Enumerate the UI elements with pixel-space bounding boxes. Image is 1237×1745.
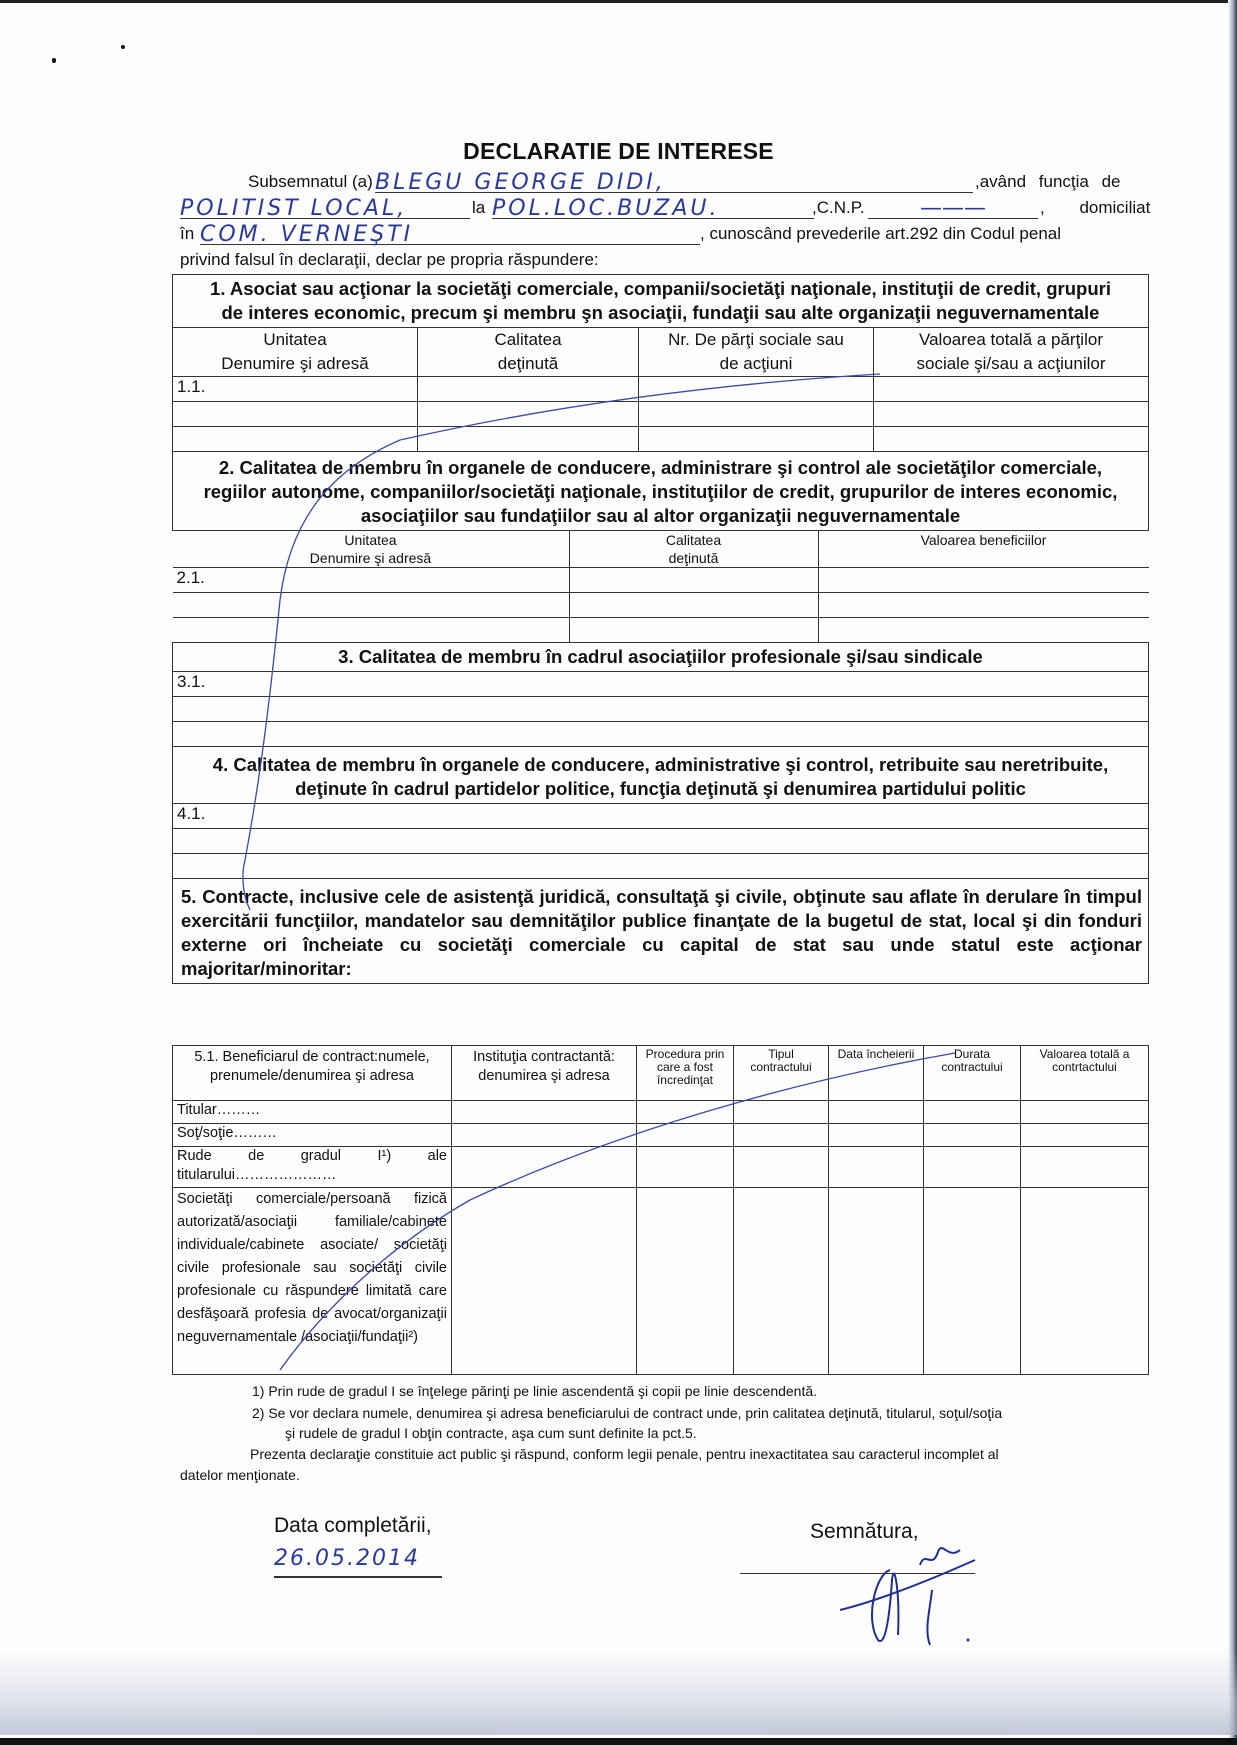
scan-speck	[52, 58, 56, 63]
s5-col-valoarea: Valoarea totală a contrtactului	[1021, 1046, 1149, 1101]
table-row: Rude de gradul I¹) ale titularului…………………	[173, 1147, 1149, 1188]
table-row	[173, 829, 1149, 854]
section5-table	[172, 1045, 1149, 1375]
page-title: DECLARATIE DE INTERESE	[463, 138, 774, 164]
privind-text: privind falsul în declaraţii, declar pe propria răspundere:	[180, 250, 599, 269]
avand-functia-label: ,având funcţia de	[975, 172, 1121, 191]
s5-col-tipul: Tipul contractului	[734, 1046, 829, 1101]
table-row	[173, 722, 1149, 747]
table-row: 4.1.	[173, 804, 1149, 829]
s5-col-durata: Durata contractului	[924, 1046, 1021, 1101]
table-row: Soţ/soţie………	[173, 1124, 1149, 1147]
date-value: 26.05.2014	[274, 1546, 420, 1571]
name-value: BLEGU GEORGE DIDI,	[375, 170, 666, 195]
s2-col-unitatea: Unitatea Denumire şi adresă	[173, 531, 570, 568]
functie-field[interactable]	[180, 196, 470, 219]
statement-line2: datelor menţionate.	[180, 1467, 300, 1483]
s5-col-institutia: Instituţia contractantă: denumirea şi adresa	[452, 1046, 637, 1101]
footnote-2: 2) Se vor declara numele, denumirea şi adresa beneficiarului de contract unde, prin calitatea deţinută, titularul, soţul/soţia	[252, 1405, 1003, 1421]
table-row	[173, 593, 1149, 618]
table-row: Titular………	[173, 1101, 1149, 1124]
domiciliat-label: , domiciliat	[1040, 198, 1151, 217]
table-row	[173, 854, 1149, 879]
table-row: 3.1.	[173, 672, 1149, 697]
cnp-field[interactable]	[868, 196, 1038, 219]
s5-col-procedura: Procedura prin care a fost încredinţat	[637, 1046, 734, 1101]
section2-heading: 2. Calitatea de membru în organele de conducere, administrare şi control ale societăţilor comerciale, regiilor autonome, companiilor/societăţi naţionale, instituţiilor de credit, grupurilor de interes economic, asociaţiilor sau fundaţiilor sau al altor organizaţii neguvernamentale	[173, 452, 1149, 531]
s1-col-nr-parti: Nr. De părţi sociale sau de acţiuni	[639, 328, 874, 377]
name-field[interactable]	[375, 170, 973, 193]
cnp-label: ,C.N.P.	[812, 198, 865, 217]
footnote-2-cont: şi rudele de gradul I obţin contracte, aşa cum sunt definite la pct.5.	[285, 1425, 697, 1441]
section1-heading: 1. Asociat sau acţionar la societăţi comerciale, companii/societăţi naţionale, instituţii de credit, grupuri de interes economic, precum şi membru şn asociaţii, fundaţii sau alte organizaţii neguvernamentale	[173, 275, 1149, 328]
functie-value: POLITIST LOCAL,	[180, 196, 408, 221]
signature-label: Semnătura,	[810, 1520, 919, 1543]
s2-col-valoarea: Valoarea beneficiilor	[818, 531, 1149, 568]
scan-noise-band	[0, 1650, 1237, 1735]
table-row	[173, 402, 1149, 427]
s1-col-calitatea: Calitatea deţinută	[418, 328, 639, 377]
table-row	[173, 427, 1149, 452]
section3-heading: 3. Calitatea de membru în cadrul asociaţiilor profesionale şi/sau sindicale	[173, 643, 1149, 672]
table-row	[173, 618, 1149, 643]
table-row: 1.1.	[173, 377, 1149, 402]
in-label: în	[180, 224, 195, 243]
section5-heading: 5. Contracte, inclusive cele de asistenţă juridică, consultaţă şi civile, obţinute sau aflate în derulare în timpul exercitării funcţiilor, mandatelor sau demnităţilor publice finanţate de la bugetul de stat, local şi din fonduri externe ori încheiate cu societăţi comerciale cu capital de stat sau unde statul este acţionar majoritar/minoritar:	[173, 879, 1149, 984]
section2-table	[173, 531, 1149, 642]
s5-col-data: Data încheierii	[829, 1046, 924, 1101]
date-label: Data completării,	[274, 1514, 432, 1537]
s1-col-unitatea: Unitatea Denumire şi adresă	[173, 328, 418, 377]
table-row: Societăţi comerciale/persoană fizică autorizată/asociaţii familiale/cabinete individuale/cabinete asociate/ societăţi civile profesionale sau societăţi civile profesionale cu răspundere limitată care desfăşoară profesia de avocat/organizaţii neguvernamentale /asociaţii/fundaţii²)	[173, 1188, 1149, 1375]
scan-speck	[121, 45, 125, 49]
section1-table	[172, 274, 1149, 984]
table-row: 2.1.	[173, 568, 1149, 593]
institutie-value: POL.LOC.BUZAU.	[492, 196, 720, 221]
date-field[interactable]	[274, 1546, 442, 1578]
s1-col-valoarea: Valoarea totală a părţilor sociale şi/sau a acţiunilor	[874, 328, 1149, 377]
table-row	[173, 697, 1149, 722]
s5-col-beneficiar: 5.1. Beneficiarul de contract:numele, prenumele/denumirea şi adresa	[173, 1046, 452, 1101]
institutie-field[interactable]	[492, 196, 814, 219]
la-label: la	[472, 198, 486, 217]
domiciliu-field[interactable]	[200, 222, 700, 245]
cunoscand-text: , cunoscând prevederile art.292 din Codul penal	[700, 224, 1062, 243]
signature-scribble-icon	[820, 1540, 1000, 1650]
subsemnatul-label: Subsemnatul (a)	[248, 172, 373, 191]
section4-heading: 4. Calitatea de membru în organele de conducere, administrative şi control, retribuite sau neretribuite, deţinute în cadrul partidelor politice, funcţia deţinută şi denumirea partidului politic	[173, 747, 1149, 804]
scan-edge-right	[1228, 0, 1237, 1745]
s2-col-calitatea: Calitatea deţinută	[569, 531, 818, 568]
cnp-value: ———	[920, 196, 986, 221]
footnote-1: 1) Prin rude de gradul I se înţelege părinţi pe linie ascendentă şi copii pe linie descendentă.	[252, 1383, 818, 1399]
domiciliu-value: COM. VERNEŞTI	[200, 222, 414, 247]
scan-edge-bottom	[0, 1738, 1237, 1745]
statement-line1: Prezenta declaraţie constituie act public şi răspund, conform legii penale, pentru inexactitatea sau caracterul incomplet al	[250, 1446, 999, 1462]
scan-edge-top	[0, 0, 1237, 3]
